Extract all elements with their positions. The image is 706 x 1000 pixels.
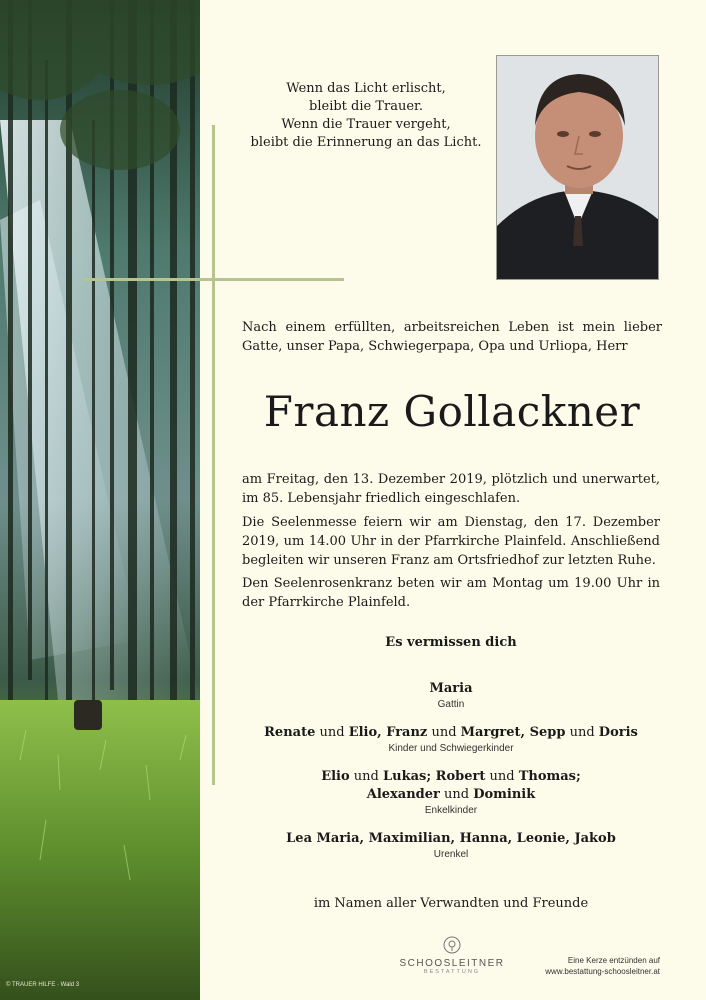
grandchildren-names-line2: Alexander und Dominik bbox=[366, 787, 536, 802]
candle-text: Eine Kerze entzünden auf bbox=[567, 956, 660, 965]
poem bbox=[236, 80, 496, 152]
poem-line: Wenn das Licht erlischt, bbox=[286, 81, 446, 96]
mourner-great-grandchildren bbox=[242, 830, 660, 862]
poem-line: bleibt die Trauer. bbox=[309, 99, 423, 114]
image-credit: © TRAUER HILFE · Wald 3 bbox=[6, 982, 80, 988]
cross-horizontal-line bbox=[84, 278, 344, 281]
deceased-name: Franz Gollackner bbox=[263, 387, 641, 436]
portrait-photo bbox=[496, 55, 659, 280]
closing-line: im Namen aller Verwandten und Freunde bbox=[313, 896, 589, 911]
mourners-heading: Es vermissen dich bbox=[385, 635, 517, 650]
candle-url[interactable]: www.bestattung-schoosleitner.at bbox=[545, 967, 660, 976]
logo-subtitle: BESTATTUNG bbox=[423, 969, 481, 975]
wife-relation: Gattin bbox=[437, 699, 465, 710]
intro-text: Nach einem erfüllten, arbeitsreichen Leben ist mein lieber Gatte, unser Papa, Schwiegerpapa, Opa und Urliopa, Herr bbox=[242, 320, 662, 354]
poem-line: Wenn die Trauer vergeht, bbox=[281, 117, 451, 132]
cross-vertical-line bbox=[212, 125, 215, 785]
mourner-children bbox=[242, 724, 660, 756]
wife-name: Maria bbox=[429, 681, 473, 696]
great-grandchildren-relation: Urenkel bbox=[433, 849, 469, 860]
death-notice-text: am Freitag, den 13. Dezember 2019, plötzlich und unerwartet, im 85. Lebensjahr friedlich eingeschlafen. bbox=[242, 472, 660, 506]
funeral-mass-text: Die Seelenmesse feiern wir am Dienstag, den 17. Dezember 2019, um 14.00 Uhr in der Pfarrkirche Plainfeld. Anschließend begleiten wir unseren Franz am Ortsfriedhof zur letzten Ruhe. bbox=[242, 515, 660, 568]
funeral-home-logo bbox=[398, 936, 506, 975]
forest-photo bbox=[0, 0, 200, 1000]
poem-line: bleibt die Erinnerung an das Licht. bbox=[250, 135, 482, 150]
grandchildren-relation: Enkelkinder bbox=[424, 805, 478, 816]
mourner-grandchildren bbox=[242, 768, 660, 818]
rosary-text: Den Seelenrosenkranz beten wir am Montag um 19.00 Uhr in der Pfarrkirche Plainfeld. bbox=[242, 576, 660, 610]
rose-icon bbox=[443, 936, 461, 954]
logo-name: SCHOOSLEITNER bbox=[399, 958, 505, 969]
mourner-wife bbox=[242, 680, 660, 712]
children-names: Renate und Elio, Franz und Margret, Sepp und Doris bbox=[264, 725, 638, 740]
great-grandchildren-names: Lea Maria, Maximilian, Hanna, Leonie, Jakob bbox=[286, 831, 616, 846]
candle-notice bbox=[520, 955, 660, 977]
children-relation: Kinder und Schwiegerkinder bbox=[388, 743, 514, 754]
grandchildren-names-line1: Elio und Lukas; Robert und Thomas; bbox=[321, 769, 581, 784]
